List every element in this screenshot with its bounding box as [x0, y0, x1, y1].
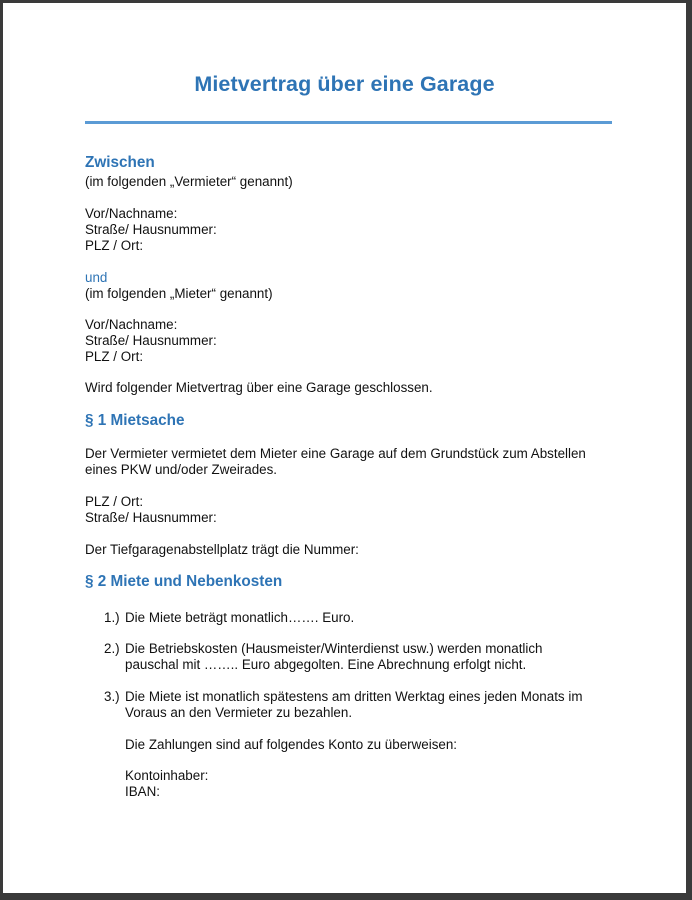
section1-street-field: Straße/ Hausnummer:: [85, 510, 217, 525]
section1-text-line: Der Vermieter vermietet dem Mieter eine Garage auf dem Grundstück zum Abstellen: [85, 446, 586, 461]
document-title: Mietvertrag über eine Garage: [194, 72, 495, 96]
document-page: [3, 3, 686, 893]
landlord-street-field: Straße/ Hausnummer:: [85, 222, 217, 237]
payment-note: Die Zahlungen sind auf folgendes Konto zu überweisen:: [125, 737, 458, 752]
item3-number: 3.): [104, 689, 120, 704]
item3-text-line: Voraus an den Vermieter zu bezahlen.: [125, 705, 353, 720]
item2-text-line: pauschal mit …….. Euro abgegolten. Eine Abrechnung erfolgt nicht.: [125, 657, 527, 672]
item1-number: 1.): [104, 610, 120, 625]
tenant-name-field: Vor/Nachname:: [85, 317, 178, 332]
parties-heading: Zwischen: [85, 154, 155, 171]
section1-text-line: eines PKW und/oder Zweirades.: [85, 462, 278, 477]
item1-text-line: Die Miete beträgt monatlich……. Euro.: [125, 610, 355, 625]
and-label: und: [85, 270, 108, 285]
tenant-note: (im folgenden „Mieter“ genannt): [85, 286, 273, 301]
tenant-city-field: PLZ / Ort:: [85, 349, 144, 364]
contract-conclusion: Wird folgender Mietvertrag über eine Garage geschlossen.: [85, 380, 433, 395]
title-divider: [85, 121, 612, 124]
item2-text-line: Die Betriebskosten (Hausmeister/Winterdienst usw.) werden monatlich: [125, 641, 543, 656]
section1-city-field: PLZ / Ort:: [85, 494, 144, 509]
spot-number-field: Der Tiefgaragenabstellplatz trägt die Nummer:: [85, 542, 359, 557]
landlord-city-field: PLZ / Ort:: [85, 238, 144, 253]
section2-heading: § 2 Miete und Nebenkosten: [85, 573, 283, 590]
tenant-street-field: Straße/ Hausnummer:: [85, 333, 217, 348]
landlord-note: (im folgenden „Vermieter“ genannt): [85, 174, 293, 189]
item2-number: 2.): [104, 641, 120, 656]
item3-text-line: Die Miete ist monatlich spätestens am dritten Werktag eines jeden Monats im: [125, 689, 583, 704]
account-holder-field: Kontoinhaber:: [125, 768, 209, 783]
landlord-name-field: Vor/Nachname:: [85, 206, 178, 221]
iban-field: IBAN:: [125, 784, 160, 799]
section1-heading: § 1 Mietsache: [85, 412, 185, 429]
